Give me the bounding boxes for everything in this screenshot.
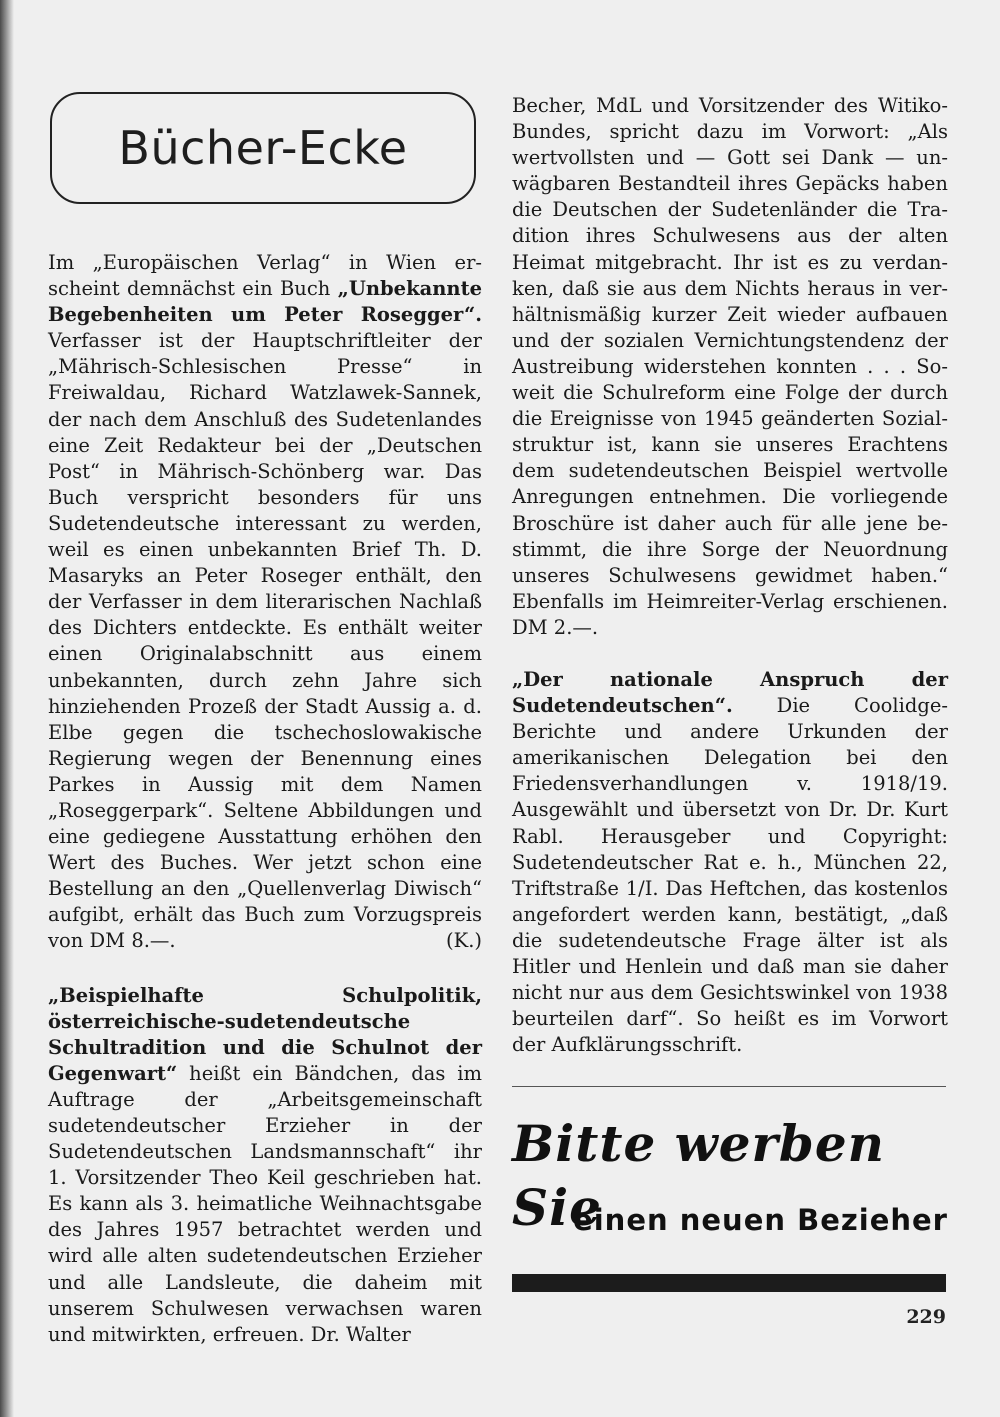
ad-top-rule	[512, 1086, 946, 1087]
left-column	[48, 250, 482, 1348]
article-rosegger-intro: Im „Europäischen Verlag“ in Wien erscheint demnächst ein Buch	[48, 251, 482, 301]
section-title-box	[50, 92, 476, 204]
right-column	[512, 93, 948, 1058]
article-schulpolitik-continued: Becher, MdL und Vorsitzender des Witiko-Bundes, spricht dazu im Vorwort: „Als wertvollsten und — Gott sei Dank — unwägbaren Bestandteil ihres Gepäcks haben die Deutschen der Sudetenländer die Tradition ihres Schulwesens aus der alten Heimat mitgebracht. Ihr ist es zu verdanken, daß sie aus dem Nichts heraus in verhältnismäßig kurzer Zeit wieder aufbauen und der sozialen Vernichtungstendenz der Austreibung widerstehen konnten . . . Soweit die Schulreform eine Folge der durch die Ereignisse von 1945 geänderten Sozialstruktur ist, kann sie unseres Erachtens dem sudetendeutschen Beispiel wertvolle Anregungen entnehmen. Die vorliegende Broschüre ist daher auch für alle jene bestimmt, die ihre Sorge der Neuordnung unseres Schulwesens gewidmet haben.“ Ebenfalls im Heimreiter-Verlag erschienen. DM 2.—.	[512, 94, 948, 639]
article-schulpolitik-title: „Beispielhafte Schulpolitik, österreichische-sudetendeutsche Schultradition und die Schulnot der Gegenwart“	[48, 983, 482, 1085]
article-rosegger-body: Verfasser ist der Hauptschriftleiter der „Mährisch-Schlesischen Presse“ in Freiwaldau, Richard Watzlawek-Sannek, der nach dem Anschluß des Sudetenlandes eine Zeit Redakteur bei der „Deutschen Post“ in Mährisch-Schönberg war. Das Buch verspricht besonders für uns Sudetendeutsche interessant zu werden, weil es einen unbekannten Brief Th. D. Masaryks an Peter Roseger enthält, den der Verfasser in dem literarischen Nachlaß des Dichters entdeckte. Es enthält weiter einen Originalabschnitt aus einem unbekannten, durch zehn Jahre sich hinziehenden Prozeß der Stadt Aussig a. d. Elbe gegen die tschechoslowakische Regierung wegen der Benennung eines Parkes in Aussig mit dem Namen „Roseggerpark“. Seltene Abbildungen und eine gediegene Ausstattung erhöhen den Wert des Buches. Wer jetzt schon eine Bestellung an den „Quellenverlag Diwisch“ aufgibt, erhält das Buch zum Vorzugspreis von DM 8.—.	[48, 329, 482, 953]
article-schulpolitik-body: heißt ein Bändchen, das im Auftrage der „Arbeitsgemeinschaft sudetendeutscher Erzieher in der Sudetendeutschen Landsmannschaft“ ihr 1. Vorsitzender Theo Keil geschrieben hat. Es kann als 3. heimatliche Weihnachtsgabe des Jahres 1957 betrachtet werden und wird alle alten sudetendeutschen Erzieher und alle Landsleute, die daheim mit unserem Schulwesen verwachsen waren und mitwirkten, erfreuen. Dr. Walter	[48, 1061, 482, 1346]
article-rosegger	[48, 250, 482, 955]
article-anspruch-body: Die Coolidge-Berichte und andere Urkunden der amerikanischen Delegation bei den Friedensverhandlungen v. 1918/19. Ausgewählt und übersetzt von Dr. Dr. Kurt Rabl. Herausgeber und Copyright: Sudetendeutscher Rat e. h., München 22, Triftstraße 1/I. Das Heftchen, das kostenlos angefordert werden kann, bestätigt, „daß die sudetendeutsche Frage älter ist als Hitler und Henlein und daß man sie daher nicht nur aus dem Gesichtswinkel von 1938 beurteilen darf“. So heißt es im Vorwort der Aufklärungsschrift.	[512, 694, 948, 1057]
ad-bottom-bar	[512, 1274, 946, 1292]
page-number: 229	[906, 1306, 946, 1328]
article-schulpolitik	[48, 983, 482, 1348]
article-anspruch	[512, 667, 948, 1058]
section-title: Bücher-Ecke	[118, 121, 408, 175]
ad-headline: Bitte werben Sie	[512, 1114, 885, 1237]
article-anspruch-title: „Der nationale Anspruch der Sudetendeutschen“.	[512, 667, 948, 718]
ad-subline: einen neuen Bezieher	[573, 1203, 948, 1237]
page-binding-shadow	[0, 0, 14, 1417]
article-rosegger-signature: (K.)	[446, 929, 482, 953]
article-rosegger-book-title: „Unbekannte Begebenheiten um Peter Rosegger“.	[48, 277, 482, 327]
